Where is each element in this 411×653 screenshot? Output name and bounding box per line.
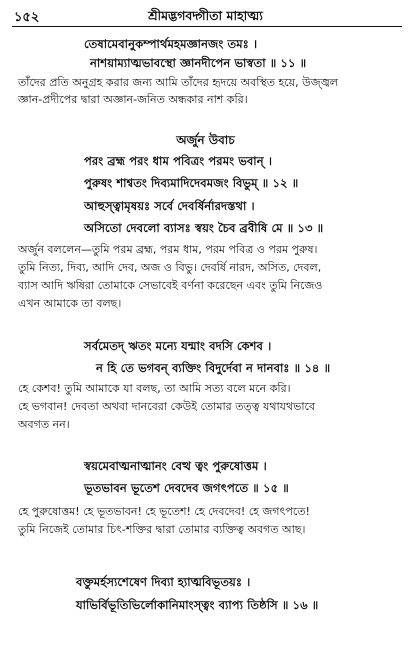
translation-line: তুমি নিজেই তোমার চিৎ-শক্তির দ্বারা তোমার ব্যক্তিত্ব অবগত আছ। <box>18 523 306 536</box>
verse-line: ন হি তে ভগবন্ ব্যক্তিং বিদুর্দেবা ন দানবাঃ ॥ ১৪ ॥ <box>96 361 331 375</box>
verse-line: পুরুষং শাশ্বতং দিব্যমাদিদেবমজং বিভুম্ ॥ ১২ ॥ <box>84 176 299 190</box>
translation-line: তুমি নিত্য, দিব্য, আদি দেব, অজ ও বিভু। দেবর্ষি নারদ, অসিত, দেবল, <box>18 261 322 274</box>
translation-line: জ্ঞান-প্রদীপের দ্বারা অজ্ঞান-জনিত অন্ধকার নাশ করি। <box>18 93 248 106</box>
verse-line: সর্বমেতদ্ ঋতং মন্যে যন্মাং বদসি কেশব । <box>84 339 272 353</box>
verse-line: পরং ব্রহ্ম পরং ধাম পবিত্রং পরমং ভবান্ । <box>84 154 273 168</box>
translation-line: এখন আমাকে তা বলছ। <box>18 297 122 310</box>
translation-line: ব্যাস আদি ঋষিরা তোমাকে সেভাবেই বর্ণনা করেছেন এবং তুমি নিজেও <box>18 279 323 292</box>
translation-line: হে পুরুষোত্তম! হে ভূতভাবন! হে ভূতেশ! হে দেবদেব! হে জগৎপতে! <box>18 505 310 518</box>
verse-line: স্বয়মেবাত্মনাত্মানং বেত্থ ত্বং পুরুষোত্তম । <box>84 459 267 473</box>
page-header <box>0 6 411 28</box>
running-title: শ্রীমদ্ভগবদ্গীতা মাহাত্ম্য <box>148 8 263 23</box>
verse-line: যাভির্বিভূতিভির্লোকানিমাংস্ত্বং ব্যাপ্য তিষ্ঠসি ॥ ১৬ ॥ <box>76 598 319 612</box>
translation-line: হে কেশব! তুমি আমাকে যা বলছ, তা আমি সত্য বলে মনে করি। <box>18 382 291 395</box>
header-rule <box>12 26 402 27</box>
page-number: ১৫২ <box>14 10 40 25</box>
verse-line: অসিতো দেবলো ব্যাসঃ স্বয়ং চৈব ব্রবীষি মে ॥ ১৩ ॥ <box>84 221 324 235</box>
translation-line: অর্জুন বললেন—তুমি পরম ব্রহ্ম, পরম ধাম, পরম পবিত্র ও পরম পুরুষ। <box>18 243 318 256</box>
translation-line: হে ভগবান! দেবতা অথবা দানবেরা কেউই তোমার তত্ত্ব যথাযথভাবে <box>18 400 316 413</box>
verse-line: নাশয়াম্যাত্মভাবস্থো জ্ঞানদীপেন ভাস্বতা ॥ ১১ ॥ <box>90 56 307 70</box>
verse-line: ভূতভাবন ভূতেশ দেবদেব জগৎপতে ॥ ১৫ ॥ <box>84 481 289 495</box>
translation-line: তাঁদের প্রতি অনুগ্রহ করার জন্য আমি তাঁদের হৃদয়ে অবস্থিত হয়ে, উজ্জ্বল <box>18 76 338 89</box>
verse-line: বক্তুমর্হস্যশেষেণ দিব্যা হ্যাত্মবিভূতয়ঃ । <box>76 575 251 589</box>
verse-line: আহুস্ত্বামৃষয়ঃ সর্বে দেবর্ষির্নারদস্তথা । <box>84 199 255 213</box>
speaker-heading: অর্জুন উবাচ <box>176 133 235 147</box>
verse-line: তেষামেবানুকম্পার্থমহমজ্ঞানজং তমঃ । <box>84 37 258 51</box>
translation-line: অবগত নন। <box>18 418 70 431</box>
